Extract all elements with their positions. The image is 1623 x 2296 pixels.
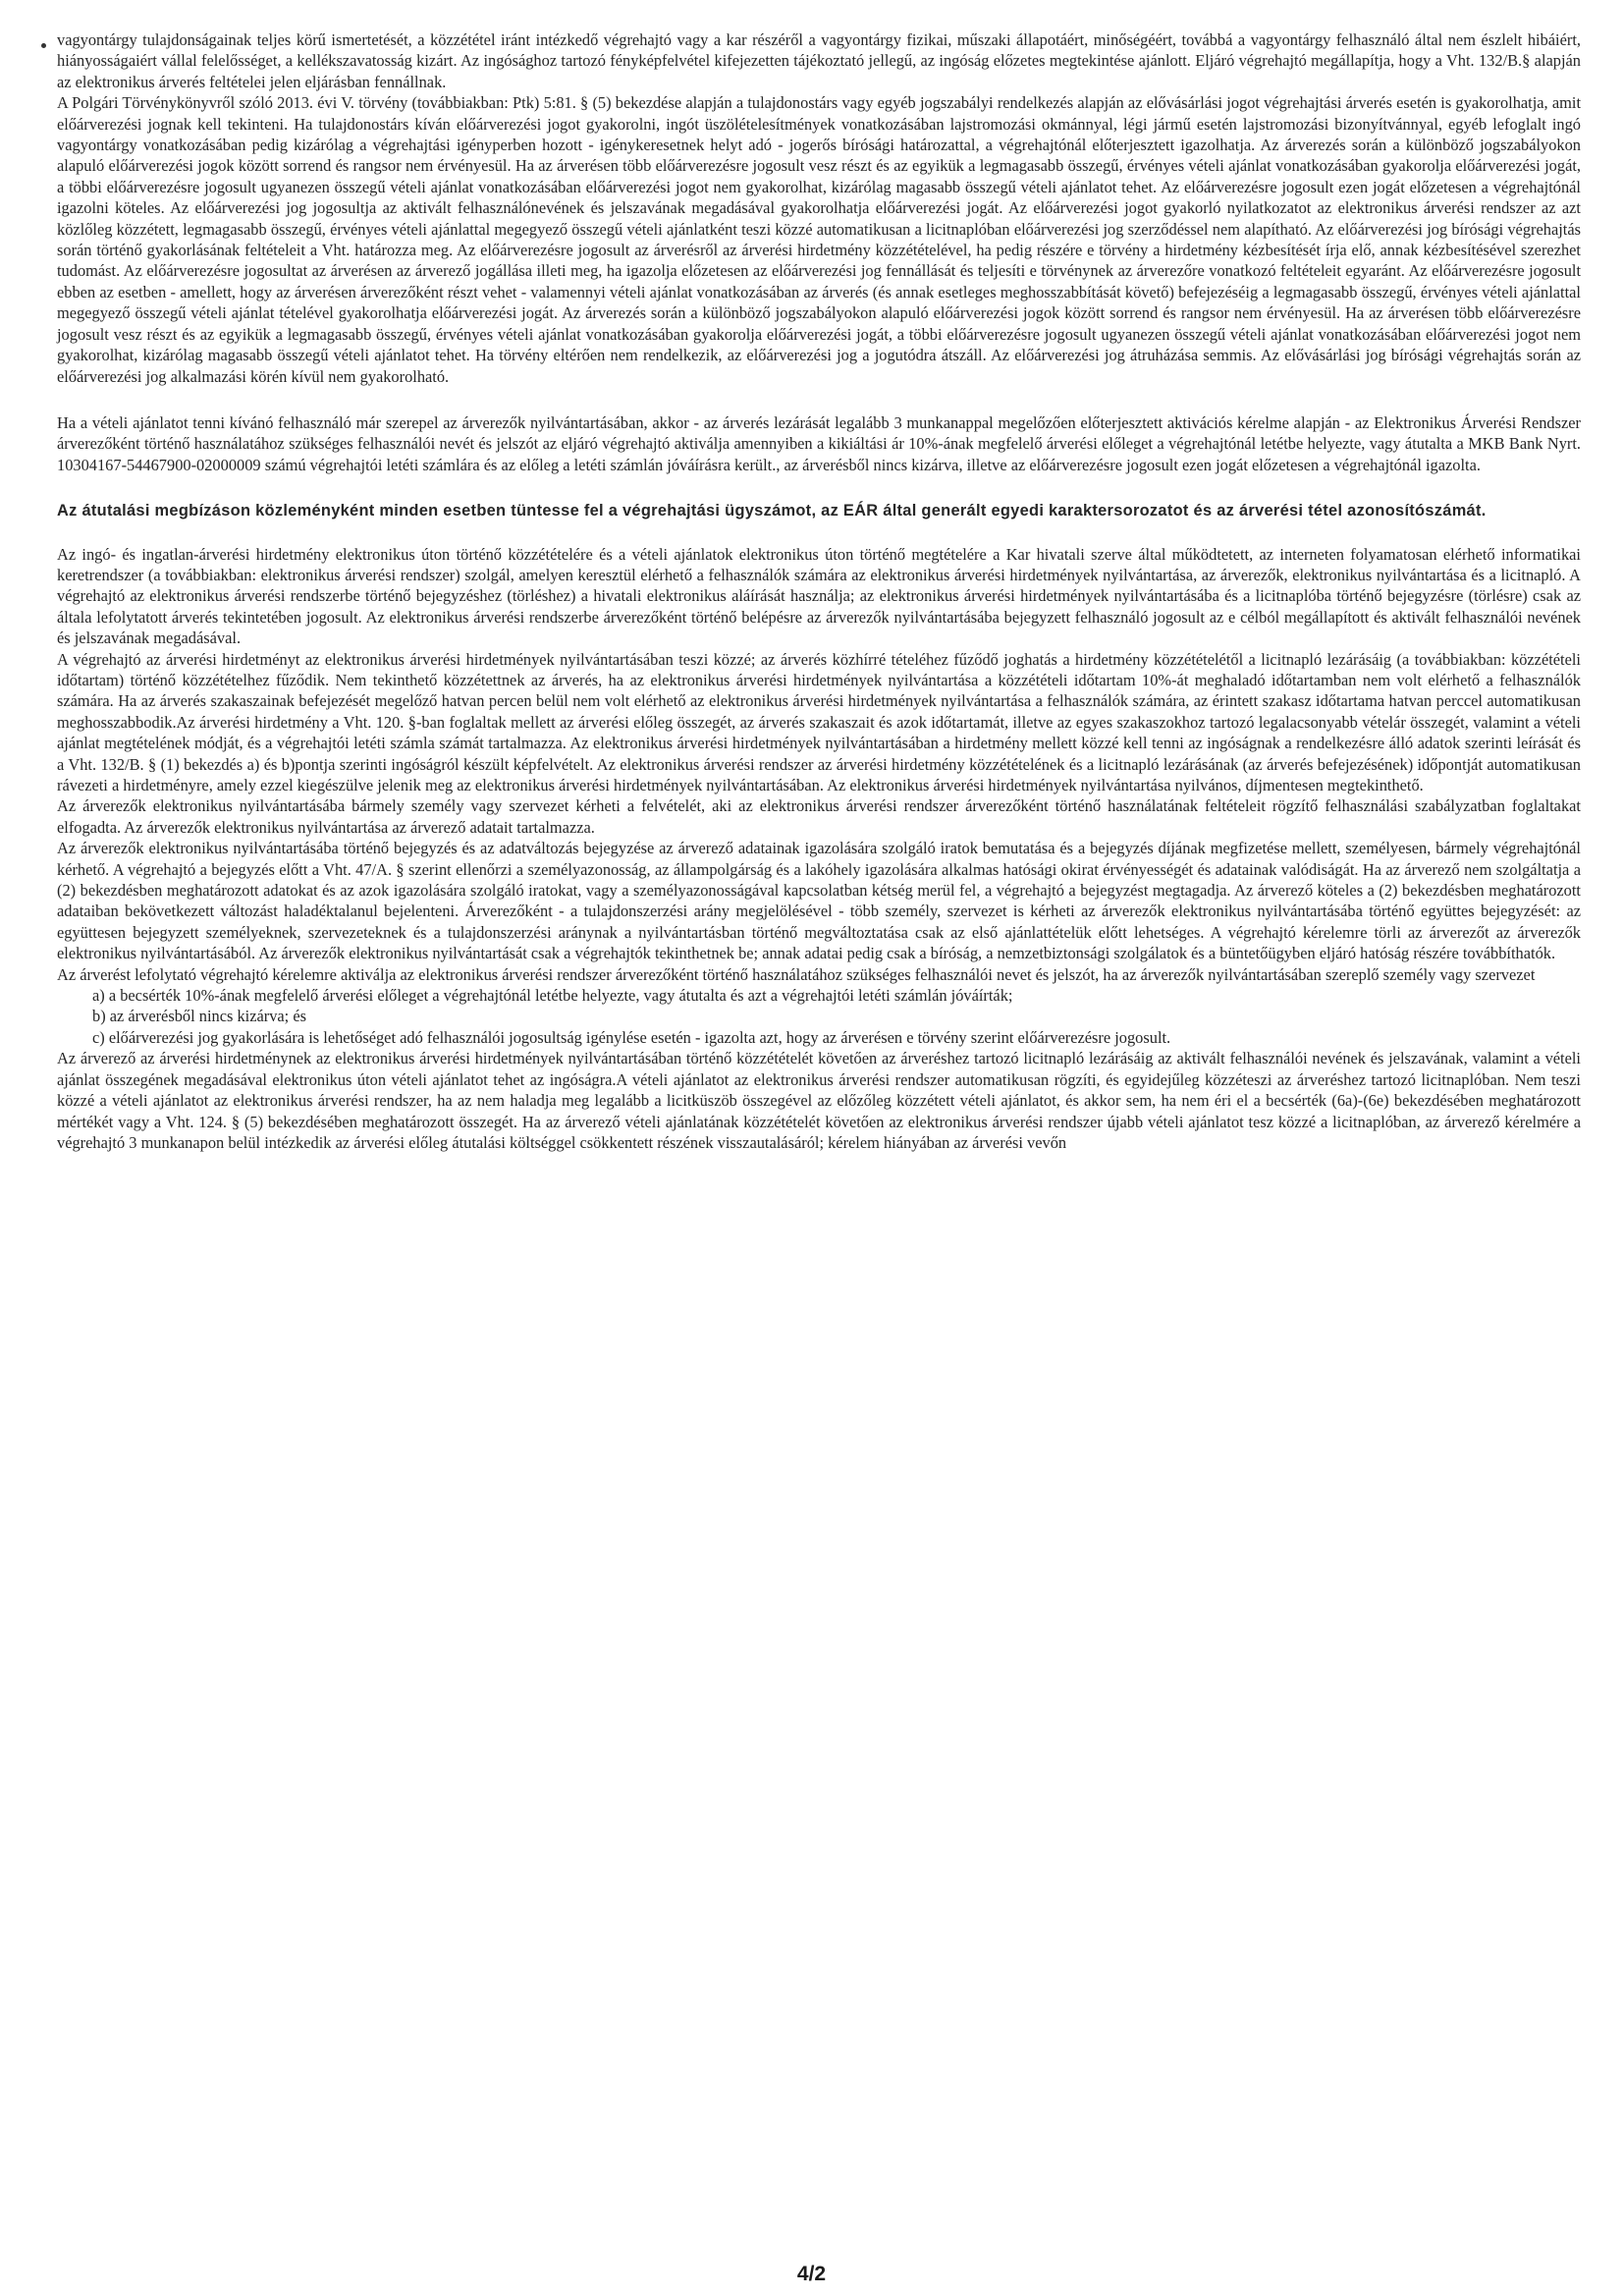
condition-item-b: b) az árverésből nincs kizárva; és [92, 1007, 306, 1026]
section-gap [57, 387, 1581, 412]
paragraph-publication: A végrehajtó az árverési hirdetményt az elektronikus árverési hirdetmények nyilvántartásában teszi közzé; az árverés közhírré tételéhez fűződő joghatás a hirdetmény közzétételétől a licitnapló lezárásáig (a továbbiakban: közzétételi időtartam) történő közzétételhez fűződik. Nem tekinthető közzétettnek az árverés, ha az elektronikus árverési hirdetmények nyilvántartása a közzétételi időtartam 10%-át meghaladó időtartamban nem volt elérhető a felhasználók számára. Ha az árverés szakaszainak befejezését megelőző hatvan percen belül nem volt elérhető az elektronikus árverési hirdetmények nyilvántartása a felhasználók számára, az érintett szakasz időtartama hatvan perccel automatikusan meghosszabbodik.Az árverési hirdetmény a Vht. 120. §-ban foglaltak mellett az árverési előleg összegét, az árverés szakaszait és azok időtartamát, illetve az egyes szakaszokhoz tartozó legalacsonyabb vételár összegét, valamint a vételi ajánlat megtételének módját, és a végrehajtói letéti számla számát tartalmazza. Az elektronikus árverési hirdetmények nyilvántartásában a hirdetmény mellett közzé kell tenni az ingóságnak a rendelkezésre álló adatok szerinti leírását és a Vht. 132/B. § (1) bekezdés a) és b)pontja szerinti ingóságról készült képfelvételt. Az elektronikus árverési rendszer az árverési hirdetmény közzétételének és a licitnapló lezárásának (az árverés befejezésének) időpontját automatikusan rávezeti a hirdetményre, amely ezzel kiegészülve jelenik meg az elektronikus árverési hirdetmények nyilvántartásában. Az elektronikus árverési hirdetmények nyilvántartása nyilvános, díjmentesen megtekinthető. [57, 649, 1581, 794]
condition-item-a: a) a becsérték 10%-ának megfelelő árverési előleget a végrehajtónál letétbe helyezte, vagy átutalta és azt a végrehajtói letéti számlán jóváírták; [92, 986, 1013, 1006]
condition-item-c: c) előárverezési jog gyakorlására is lehetőséget adó felhasználói jogosultság igénylése esetén - igazolta azt, hogy az árverésen e törvény szerint előárverezésre jogosult. [92, 1027, 1171, 1047]
conditions-list [57, 985, 1581, 1048]
section-gap [57, 522, 1581, 544]
page-number: 4/2 [796, 2263, 827, 2285]
paragraph-asset-description: vagyontárgy tulajdonságainak teljes körű ismertetését, a közzététel iránt intézkedő végrehajtó vagy a kar részéről a vagyontárgy fizikai, műszaki állapotáért, minőségéért, továbbá a vagyontárgy felhasználó által nem észlelt hibáiért, hiányosságaiért vállal felelősséget, a kellékszavatosság kizárt. Az ingósághoz tartozó fényképfelvétel kifejezetten tájékoztató jellegű, az ingóság előzetes megtekintése ajánlott. Eljáró végrehajtó megállapítja, hogy a Vht. 132/B.§ alapján az elektronikus árverés feltételei jelen eljárásban fennállnak. [57, 30, 1581, 91]
paragraph-bid-activation: Ha a vételi ajánlatot tenni kívánó felhasználó már szerepel az árverezők nyilvántartásában, akkor - az árverés lezárását legalább 3 munkanappal megelőzően előterjesztett aktivációs kérelme alapján - az Elektronikus Árverési Rendszer árverezőként történő használatához szükséges felhasználói nevét és jelszót az eljáró végrehajtó aktiválja amennyiben a kikiáltási ár 10%-ának megfelelő árverési előleget a végrehajtónál letétbe helyezte, vagy átutalta a MKB Bank Nyrt. 10304167-54467900-02000009 számú végrehajtói letéti számlára és az előleg a letéti számlán jóváírásra került., az árverésből nincs kizárva, illetve az előárverezésre jogosult ezen jogát előzetesen a végrehajtónál igazolta. [57, 412, 1581, 474]
paragraph-registry-entry: Az árverezők elektronikus nyilvántartásába bármely személy vagy szervezet kérheti a felvételét, aki az elektronikus árverési rendszer árverezőként történő használatának feltételeit rögzítő felhasználási szabályzatban foglaltakat elfogadta. Az árverezők elektronikus nyilvántartása az árverező adatait tartalmazza. [57, 796, 1581, 837]
section-gap [57, 475, 1581, 501]
document-page [57, 29, 1581, 2278]
transfer-notice-bold: Az átutalási megbízáson közleményként minden esetben tüntesse fel a végrehajtási ügyszámot, az EÁR által generált egyedi karaktersorozatot és az árverési tétel azonosítószámát. [57, 502, 1487, 520]
paragraph-pre-auction-rights: A Polgári Törvénykönyvről szóló 2013. évi V. törvény (továbbiakban: Ptk) 5:81. § (5) bekezdése alapján a tulajdonostárs vagy egyéb jogszabályi rendelkezés alapján az elővásárlási jogot végrehajtási árverés esetén is gyakorolhatja, amit előárverezési jognak kell tekinteni. Ha tulajdonostárs kíván előárverezési jogot gyakorolni, ingót üszölételesítmények vonatkozásában lajstromozási okmánnyal, légi jármű esetén lajstromozási bizonyítvánnyal, egyéb lefoglalt ingó vagyontárgy vonatkozásában pedig kizárólag a végrehajtási igényperben hozott - igénykeresetnek helyt adó - jogerős bírósági határozattal, a végrehajtónál előterjesztett igazolhatja. Az árverezés során a különböző jogszabályokon alapuló előárverezési jogok között sorrend és rangsor nem érvényesül. Ha az árverésen több előárverezésre jogosult vesz részt és az egyikük a legmagasabb összegű, érvényes vételi ajánlat vonatkozásában gyakorolja előárverezési jogát, a többi előárverezésre jogosult ugyanezen összegű vételi ajánlat vonatkozásában előárverezési jogot nem gyakorolhat, kizárólag magasabb összegű vételi ajánlatot tehet. Az előárverezésre jogosult ezen jogát előzetesen a végrehajtónál igazolni köteles. Az előárverezési jog jogosultja az aktivált felhasználónevének és jelszavának megadásával gyakorolhatja előárverezési jogát. Az előárverezési jogot gyakorló nyilatkozatot az elektronikus árverési rendszer az azt közlőleg közzétett, legmagasabb összegű, érvényes vételi ajánlattal megegyező összegű vételi ajánlatként teszi közzé automatikusan a licitnaplóban előárverezési jog szerződéssel nem alapítható. Az előárverezési jog bírósági végrehajtás során történő gyakorlásának feltételeit a Vht. határozza meg. Az előárverezésre jogosult az árverésről az árverési hirdetmény közzétételével, ha pedig részére e törvény a hirdetmény kézbesítését írja elő, annak kézbesítésével szerezhet tudomást. Az előárverezésre jogosultat az árverésen az árverező jogállása illeti meg, ha igazolja előzetesen az előárverezési jog fennállását és teljesíti e törvénynek az árverezőre vonatkozó feltételeit egyaránt. Az előárverezésre jogosult ebben az esetben - amellett, hogy az árverésen árverezőként részt vehet - valamennyi vételi ajánlat vonatkozásában az árverés (és annak esetleges meghosszabbítását követő) befejezéséig a legmagasabb összegű, érvényes vételi ajánlattal megegyező összegű vételi ajánlat tételével gyakorolhatja előárverezési jogát. Az árverezés során a különböző jogszabályokon alapuló előárverezési jogok között sorrend és rangsor nem érvényesül. Ha az árverésen több előárverezésre jogosult vesz részt és az egyikük a legmagasabb összegű, érvényes vételi ajánlat vonatkozásában gyakorolja előárverezési jogát, a többi előárverezésre jogosult ugyanezen összegű vételi ajánlat vonatkozásában előárverezési jogot nem gyakorolhat, kizárólag magasabb összegű vételi ajánlatot tehet. Ha törvény eltérően nem rendelkezik, az előárverezési jog a jogutódra átszáll. Az előárverezési jog átruházása semmis. Az elővásárlási jog bírósági végrehajtás során az előárverezési jog alkalmazási körén kívül nem gyakorolható. [57, 93, 1581, 386]
paragraph-registry-procedure: Az árverezők elektronikus nyilvántartásába történő bejegyzés és az adatváltozás bejegyzése az árverező adatainak igazolására szolgáló iratok bemutatása és a bejegyzés díjának megfizetése mellett, személyesen, bármely végrehajtónál kérhető. A végrehajtó a bejegyzés előtt a Vht. 47/A. § szerint ellenőrzi a személyazonosság, az állampolgárság és a lakóhely igazolására alkalmas hatósági okirat érvényességét és adatainak valódiságát. Ha az árverező nem szolgáltatja a (2) bekezdésben meghatározott adatokat és az azok igazolására szolgáló iratokat, vagy a személyazonosságával kapcsolatban kétség merül fel, a végrehajtó a bejegyzést megtagadja. Az árverező köteles a (2) bekezdésben meghatározott adataiban bekövetkezett változást haladéktalanul bejelenteni. Árverezőként - a tulajdonszerzési arány megjelölésével - több személy, szervezet is kérheti az árverezők elektronikus nyilvántartásába történő együttes bejegyzését: az együttesen bejegyzett személyeknek, szervezeteknek és a tulajdonszerzési aránynak a nyilvántartásban történő megváltoztatása csak az első ajánlattételük előtt lehetséges. A végrehajtó kérelemre törli az árverezőt az árverezők elektronikus nyilvántartásából. Az árverezők elektronikus nyilvántartását csak a végrehajtók tekinthetnek be; annak adatai pedig csak a bíróság, a nemzetbiztonsági szolgálatok és a büntetőügyben eljáró hatóság részére továbbíthatók. [57, 839, 1581, 963]
paragraph-bidding: Az árverező az árverési hirdetménynek az elektronikus árverési hirdetmények nyilvántartásában történő közzétételét követően az árveréshez tartozó licitnapló lezárásáig az aktivált felhasználói nevének és jelszavának, valamint a vételi ajánlat összegének megadásával elektronikus úton vételi ajánlatot tehet az ingóságra.A vételi ajánlatot az elektronikus árverési rendszer automatikusan rögzíti, és egyidejűleg közzéteszi az árveréshez tartozó licitnaplóban. Nem teszi közzé a vételi ajánlatot az elektronikus árverési rendszer, ha az nem haladja meg legalább a licitküszöb összegével az előzőleg közzétett vételi ajánlatot, és akkor sem, ha nem éri el a becsérték (6a)-(6e) bekezdésében meghatározott mértékét vagy a Vht. 124. § (5) bekezdésében meghatározott összegét. Ha az árverező vételi ajánlatának közzétételét követően az elektronikus árverési rendszer újabb vételi ajánlatot tesz közzé a licitnaplóban, az árverező kérelmére a végrehajtó 3 munkanapon belül intézkedik az árverési előleg átutalási költséggel csökkentett részének visszautalásáról; kérelem hiányában az árverési vevőn [57, 1049, 1581, 1152]
margin-dot [41, 43, 46, 48]
paragraph-electronic-system: Az ingó- és ingatlan-árverési hirdetmény elektronikus úton történő közzétételére és a vételi ajánlatok elektronikus úton történő megtételére a Kar hivatali szerve által működtetett, az interneten folyamatosan elérhető informatikai keretrendszer (a továbbiakban: elektronikus árverési rendszer) szolgál, amelyen keresztül elérhető a felhasználók számára az elektronikus árverési hirdetmények nyilvántartása, az árverezők, elektronikus nyilvántartása és a licitnapló. A végrehajtó az elektronikus árverési rendszerbe történő bejegyzéshez (törléshez) a hivatali elektronikus aláírását használja; az elektronikus árverési hirdetmények nyilvántartásába és a licitnaplóba történő bejegyzésre (törlésre) csak az általa lefolytatott árverés tekintetében jogosult. Az elektronikus árverési rendszerbe árverezőként történő belépésre az árverezők nyilvántartásába bejegyzett felhasználó jogosult az e célból megállapított és aktivált felhasználói nevének és jelszavának megadásával. [57, 544, 1581, 648]
paragraph-activation-conditions: Az árverést lefolytató végrehajtó kérelemre aktiválja az elektronikus árverési rendszer árverezőként történő használatához szükséges felhasználói nevet és jelszót, ha az árverezők nyilvántartásában szereplő személy vagy szervezet [57, 964, 1536, 984]
